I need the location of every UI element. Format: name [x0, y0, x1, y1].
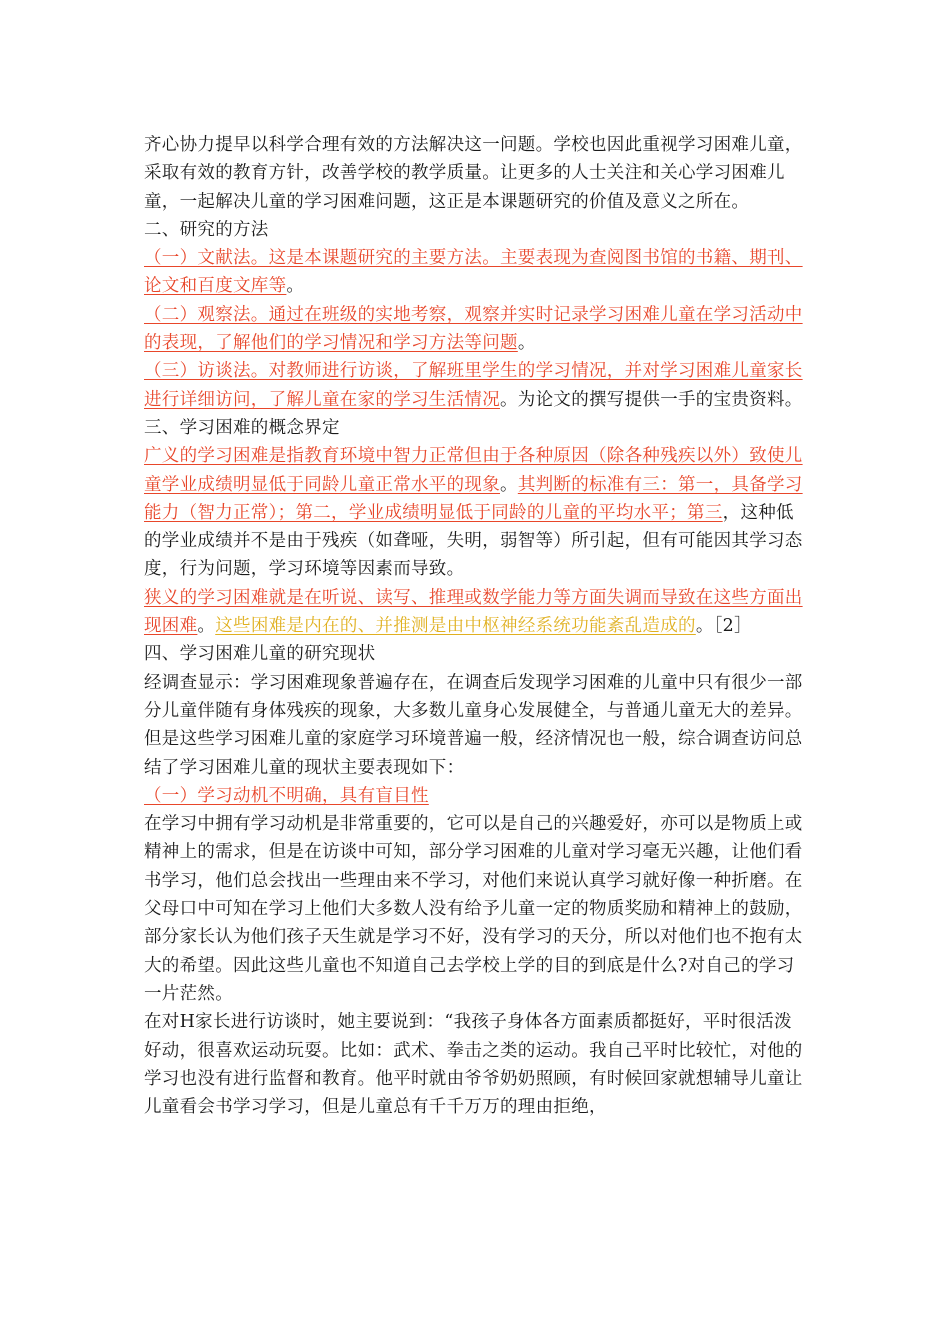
motivation-paragraph: 在学习中拥有学习动机是非常重要的，它可以是自己的兴趣爱好，亦可以是物质上或精神上的需求，但是在访谈中可知，部分学习困难的儿童对学习毫无兴趣，让他们看书学习，他们总会找出一些理由来不学习，对他们来说认真学习就好像一种折磨。在父母口中可知在学习上他们大多数人没有给予儿童一定的物质奖励和精神上的鼓励，部分家长认为他们孩子天生就是学习不好，没有学习的天分，所以对他们也不抱有太大的希望。因此这些儿童也不知道自己去学校上学的目的到底是什么?对自己的学习一片茫然。: [144, 814, 803, 1004]
section-heading-status: 四、学习困难儿童的研究现状: [144, 644, 376, 665]
method-interview: [144, 357, 809, 414]
definition-narrow-mid: 。: [197, 616, 216, 637]
document-page: [144, 131, 809, 1121]
definition-narrow-highlight: 这些困难是内在的、并推测是由中枢神经系统功能紊乱造成的: [215, 616, 696, 637]
method-literature-end: 。: [286, 276, 305, 297]
method-observation-text: （二）观察法。通过在班级的实地考察，观察并实时记录学习困难儿童在学习活动中的表现，了解他们的学习情况和学习方法等问题: [144, 304, 803, 354]
method-interview-text: （三）访谈法。对教师进行访谈，了解班里学生的学习情况，并对学习困难儿童家长进行详细访问，了解儿童在家的学习生活情况: [144, 361, 803, 410]
section-heading-methods: 二、研究的方法: [144, 219, 269, 240]
section-heading-concept: 三、学习困难的概念界定: [144, 417, 340, 438]
status-paragraph: 经调查显示：学习困难现象普遍存在，在调查后发现学习困难的儿童中只有很少一部分儿童伴随有身体残疾的现象，大多数儿童身心发展健全，与普通儿童无大的差异。但是这些学习困难儿童的家庭学习环境普遍一般，经济情况也一般，综合调查访问总结了学习困难儿童的现状主要表现如下：: [144, 672, 803, 778]
definition-narrow-text: 狭义的学习困难就是在听说、读写、推理或数学能力等方面失调而导致在这些方面出现困难: [144, 587, 803, 637]
definition-narrow: [144, 584, 809, 641]
definition-broad-criteria: 其判断的标准有三：第一，具备学习能力（智力正常）；第二，学业成绩明显低于同龄的儿童的平均水平；第三: [144, 474, 803, 523]
definition-broad: [144, 442, 809, 583]
method-observation: [144, 301, 809, 358]
interview-paragraph: 在对H家长进行访谈时，她主要说到：“我孩子身体各方面素质都挺好，平时很活泼好动，很喜欢运动玩耍。比如：武术、拳击之类的运动。我自己平时比较忙，对他的学习也没有进行监督和教育。他平时就由爷爷奶奶照顾，有时候回家就想辅导儿童让儿童看会书学习学习，但是儿童总有千千万万的理由拒绝，: [144, 1012, 803, 1118]
definition-broad-end: ，这种低的学业成绩并不是由于残疾（如聋哑，失明，弱智等）所引起，但有可能因其学习态度，行为问题，学习环境等因素而导致。: [144, 502, 803, 580]
definition-broad-text: 广义的学习困难是指教育环境中智力正常但由于各种原因（除各种残疾以外）致使儿童学业成绩明显低于同龄儿童正常水平的现象: [144, 446, 803, 495]
subheading-motivation-text: （一）学习动机不明确，具有盲目性: [144, 785, 429, 806]
definition-broad-mid: 。: [500, 474, 518, 495]
method-observation-end: 。: [517, 333, 536, 354]
definition-narrow-end: 。［2］: [695, 616, 752, 637]
method-literature: [144, 244, 809, 301]
intro-paragraph: 齐心协力提早以科学合理有效的方法解决这一问题。学校也因此重视学习困难儿童，采取有效的教育方针，改善学校的教学质量。让更多的人士关注和关心学习困难儿童，一起解决儿童的学习困难问题，这正是本课题研究的价值及意义之所在。: [144, 135, 803, 212]
method-interview-end: 。为论文的撰写提供一手的宝贵资料。: [500, 389, 803, 410]
subheading-motivation: [144, 782, 809, 810]
method-literature-text: （一）文献法。这是本课题研究的主要方法。主要表现为查阅图书馆的书籍、期刊、论文和百度文库等: [144, 248, 803, 297]
